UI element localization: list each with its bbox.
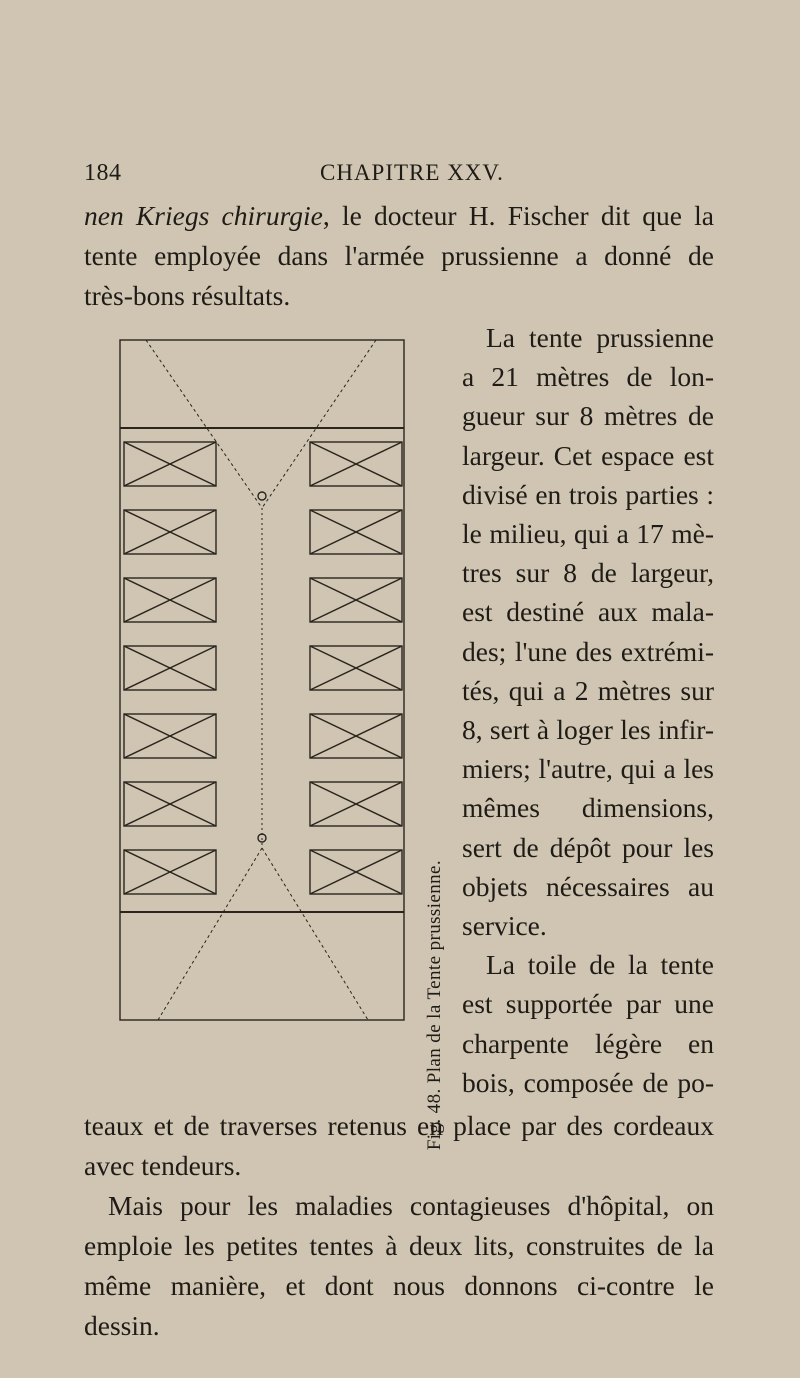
text-line: objets nécessaires au — [462, 870, 714, 902]
side-column — [462, 318, 714, 1102]
text-line: bois, composée de po- — [462, 1066, 714, 1098]
chapter-title: CHAPITRE XXV. — [320, 160, 504, 185]
text-line: est destiné aux mala- — [462, 596, 714, 628]
bed-symbol — [124, 646, 216, 690]
text-line: gueur sur 8 mètres de — [462, 400, 714, 432]
text-line: miers; l'autre, qui a les — [462, 753, 714, 785]
text-line: tres sur 8 de largeur, — [462, 557, 714, 589]
bed-symbol — [124, 850, 216, 894]
page-header — [84, 160, 724, 192]
text-line: charpente légère en — [462, 1027, 714, 1059]
bed-symbol — [310, 714, 402, 758]
text-span: , le docteur H. Fischer dit que la — [322, 200, 714, 231]
text-line: des; l'une des extrémi- — [462, 635, 714, 667]
guy-line — [262, 340, 376, 508]
text-line — [84, 196, 714, 236]
text-line: largeur. Cet espace est — [462, 439, 714, 471]
text-line: a 21 mètres de lon- — [462, 361, 714, 393]
continuation-paragraph — [84, 1106, 714, 1346]
text-line: La toile de la tente — [486, 949, 714, 981]
bed-symbol — [310, 850, 402, 894]
bed-symbol — [310, 442, 402, 486]
bed-symbol — [310, 578, 402, 622]
text-line: même manière, et dont nous donnons ci-contre le — [84, 1270, 714, 1301]
caption-text: Fig. 48. Plan de la Tente prussienne. — [424, 860, 445, 1151]
intro-paragraph — [84, 196, 714, 316]
bed-symbol — [124, 510, 216, 554]
text-line: mêmes dimensions, — [462, 792, 714, 824]
guy-line — [146, 340, 262, 508]
italic-title: nen Kriegs chirurgie — [84, 200, 323, 231]
text-line: le milieu, qui a 17 mè- — [462, 518, 714, 550]
pole-marker — [258, 492, 266, 500]
bed-symbol — [310, 510, 402, 554]
text-line: dessin. — [84, 1310, 160, 1341]
text-line: très-bons résultats. — [84, 280, 291, 311]
bed-symbol — [124, 442, 216, 486]
bed-symbol — [124, 578, 216, 622]
text-line: teaux et de traverses retenus en place par des cordeaux — [84, 1110, 714, 1141]
text-line: avec tendeurs. — [84, 1150, 242, 1181]
text-line: Mais pour les maladies contagieuses d'hôpital, on — [108, 1190, 714, 1221]
text-line: 8, sert à loger les infir- — [462, 714, 714, 746]
bed-symbol — [124, 714, 216, 758]
text-line: tés, qui a 2 mètres sur — [462, 674, 714, 706]
text-line: La tente prussienne — [486, 322, 714, 353]
text-line: emploie les petites tentes à deux lits, construites de la — [84, 1230, 714, 1261]
text-line: divisé en trois parties : — [462, 478, 714, 510]
text-line: est supportée par une — [462, 988, 714, 1020]
page-number: 184 — [84, 160, 122, 186]
text-line: service. — [462, 910, 547, 942]
bed-symbol — [310, 646, 402, 690]
bed-symbol — [124, 782, 216, 826]
bed-symbol — [310, 782, 402, 826]
text-line: sert de dépôt pour les — [462, 831, 714, 863]
tent-plan-figure — [118, 338, 408, 1024]
text-line: tente employée dans l'armée prussienne a donné de — [84, 240, 714, 271]
